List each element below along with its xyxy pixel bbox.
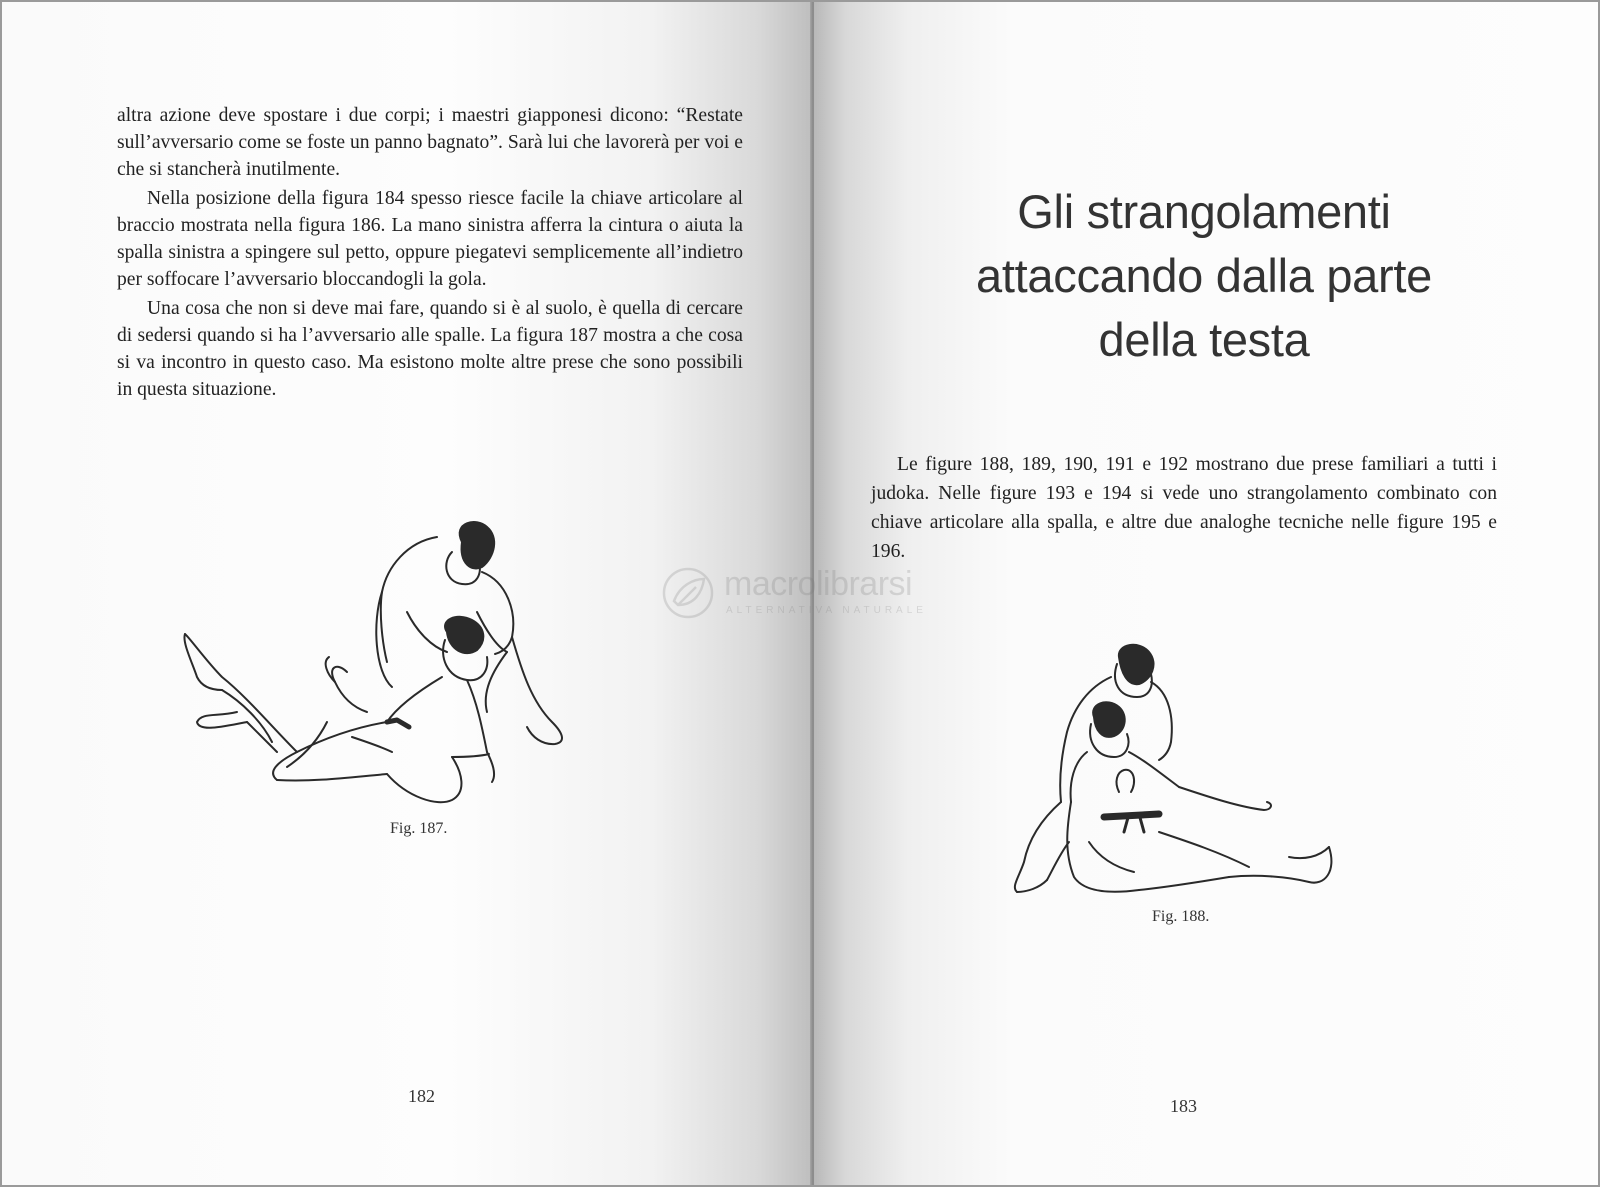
left-body-text bbox=[117, 102, 743, 405]
figure-caption: Fig. 188. bbox=[1152, 908, 1210, 925]
paragraph: altra azione deve spostare i due corpi; i maestri giapponesi dicono: “Restate sull’avversario come se foste un panno bagnato”. Sarà lui che lavorerà per voi e che si stancherà inutilmente. bbox=[117, 105, 743, 180]
page-number: 182 bbox=[408, 1086, 435, 1106]
judo-illustration-fig-188 bbox=[999, 642, 1349, 897]
book-spread bbox=[2, 2, 1598, 1185]
figure-caption: Fig. 187. bbox=[390, 820, 448, 837]
page-number: 183 bbox=[1170, 1096, 1197, 1116]
intro-paragraph: Le figure 188, 189, 190, 191 e 192 mostrano due prese familiari a tutti i judoka. Nelle figure 193 e 194 si vede uno strangolamento combinato con chiave articolare alla spalla, e altre due analoghe tecniche nelle figure 195 e 196. bbox=[871, 454, 1497, 562]
judo-illustration-fig-187 bbox=[177, 512, 577, 822]
watermark-tagline: ALTERNATIVA NATURALE bbox=[726, 605, 927, 616]
leaf-logo-icon bbox=[660, 565, 716, 621]
watermark-logo bbox=[660, 565, 950, 621]
paragraph: Nella posizione della figura 184 spesso riesce facile la chiave articolare al braccio mostrata nella figura 186. La mano sinistra afferra la cintura o aiuta la spalla sinistra a spingere sul petto, oppure piegatevi semplicemente all’indietro per soffocare l’avversario bloccandogli la gola. bbox=[117, 188, 743, 290]
watermark-name: macrolibrarsi bbox=[724, 565, 913, 603]
paragraph: Una cosa che non si deve mai fare, quando si è al suolo, è quella di cercare di sedersi quando si ha l’avversario alle spalle. La figura 187 mostra a che cosa si va incontro in questo caso. Ma esistono molte altre prese che sono possibili in questa situazione. bbox=[117, 298, 743, 400]
chapter-title: Gli strangolamenti attaccando dalla parte della testa bbox=[976, 185, 1432, 366]
